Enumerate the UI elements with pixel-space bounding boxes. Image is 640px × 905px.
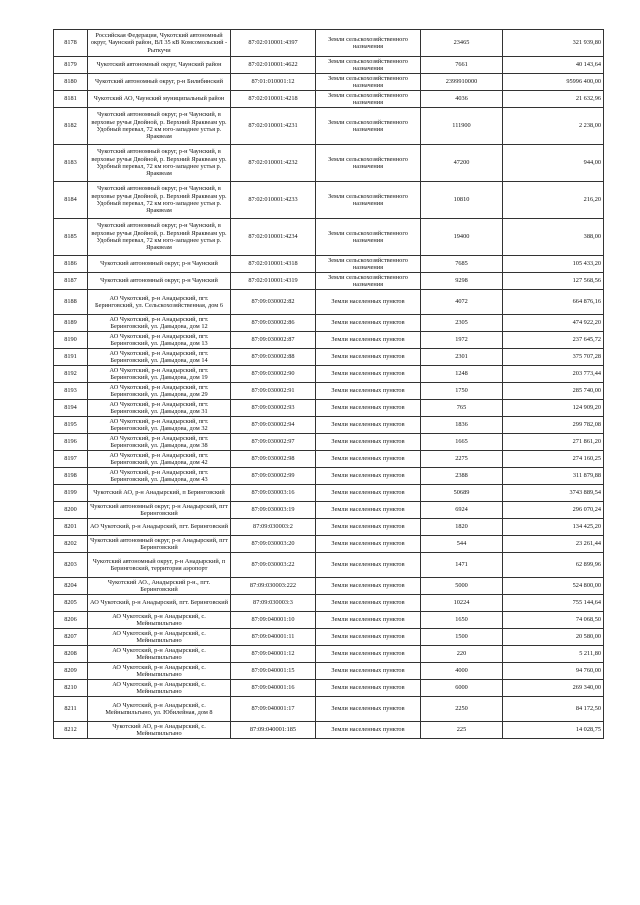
row-number: 8210 [54,680,88,697]
land-category-cell: Земли населенных пунктов [316,315,421,332]
address-cell: АО Чукотский, р-н Анадырский, пгт. Беринговский, ул. Давыдова, дом 12 [88,315,231,332]
row-number: 8181 [54,91,88,108]
row-number: 8185 [54,219,88,256]
cadastral-number-cell: 87:09:030002:93 [231,400,316,417]
address-cell: АО Чукотский, р-н Анадырский, пгт. Беринговский, ул. Давыдова, дом 38 [88,434,231,451]
cadastral-value-cell: 321 939,80 [503,30,604,57]
cadastral-number-cell: 87:02:010001:4233 [231,182,316,219]
cadastral-number-cell: 87:02:010001:4218 [231,91,316,108]
address-cell: Чукотский автономный округ, р-н Чаунский [88,256,231,273]
address-cell: Чукотский автономный округ, р-н Чаунский [88,273,231,290]
land-category-cell: Земли сельскохозяйственного назначения [316,256,421,273]
address-cell: АО Чукотский, р-н Анадырский, пгт. Беринговский [88,519,231,536]
land-category-cell: Земли населенных пунктов [316,400,421,417]
table-row [54,273,604,290]
cadastral-number-cell: 87:09:030003:16 [231,485,316,502]
land-category-cell: Земли населенных пунктов [316,366,421,383]
row-number: 8212 [54,722,88,739]
cadastral-value-cell: 74 068,50 [503,612,604,629]
land-category-cell: Земли населенных пунктов [316,290,421,315]
address-cell: АО Чукотский, р-н Анадырский, с. Мейныпильгыно [88,629,231,646]
cadastral-value-cell: 216,20 [503,182,604,219]
area-cell: 4000 [421,663,503,680]
table-row [54,417,604,434]
land-category-cell: Земли населенных пунктов [316,468,421,485]
address-cell: Чукотский автономный округ, Чаунский район [88,57,231,74]
area-cell: 47200 [421,145,503,182]
row-number: 8195 [54,417,88,434]
cadastral-value-cell: 944,00 [503,145,604,182]
area-cell: 6924 [421,502,503,519]
table-row [54,595,604,612]
cadastral-value-cell: 95996 400,00 [503,74,604,91]
area-cell: 9298 [421,273,503,290]
row-number: 8203 [54,553,88,578]
cadastral-number-cell: 87:01:010001:12 [231,74,316,91]
cadastral-value-cell: 524 800,00 [503,578,604,595]
row-number: 8200 [54,502,88,519]
cadastral-number-cell: 87:09:040001:17 [231,697,316,722]
table-row [54,434,604,451]
land-category-cell: Земли населенных пунктов [316,502,421,519]
area-cell: 2305 [421,315,503,332]
area-cell: 544 [421,536,503,553]
address-cell: АО Чукотский, р-н Анадырский, с. Мейныпильгыно [88,663,231,680]
cadastral-number-cell: 87:09:030002:88 [231,349,316,366]
table-row [54,290,604,315]
cadastral-value-cell: 755 144,64 [503,595,604,612]
address-cell: Чукотский АО, р-н Анадырский, п Беринговский [88,485,231,502]
area-cell: 1500 [421,629,503,646]
cadastral-value-cell: 296 070,24 [503,502,604,519]
area-cell: 1650 [421,612,503,629]
cadastral-number-cell: 87:09:030002:91 [231,383,316,400]
table-row [54,349,604,366]
table-row [54,646,604,663]
address-cell: Чукотский автономный округ, р-н Анадырский, пгт Беринговский [88,536,231,553]
row-number: 8202 [54,536,88,553]
table-row [54,451,604,468]
area-cell: 111900 [421,108,503,145]
cadastral-value-cell: 311 879,88 [503,468,604,485]
cadastral-number-cell: 87:09:040001:185 [231,722,316,739]
area-cell: 5000 [421,578,503,595]
address-cell: Российская Федерация, Чукотский автономный округ, Чаунский район, ВЛ 35 кВ Комсомольский - Рыткучи [88,30,231,57]
table-row [54,74,604,91]
table-row [54,256,604,273]
table-row [54,91,604,108]
address-cell: Чукотский автономный округ, р-н Чаунский, в верховье ручья Двойной, р. Верхний Яраквеам ур. Удобный перевал, 72 км юго-западнее устья р. Яраквеам [88,145,231,182]
address-cell: АО Чукотский, р-н Анадырский, пгт. Беринговский, ул. Давыдова, дом 19 [88,366,231,383]
cadastral-number-cell: 87:09:040001:15 [231,663,316,680]
table-row [54,536,604,553]
cadastral-value-cell: 664 876,16 [503,290,604,315]
cadastral-value-cell: 23 261,44 [503,536,604,553]
row-number: 8187 [54,273,88,290]
address-cell: АО Чукотский, р-н Анадырский, с. Мейныпильгыно [88,680,231,697]
area-cell: 2275 [421,451,503,468]
cadastral-value-cell: 237 645,72 [503,332,604,349]
row-number: 8190 [54,332,88,349]
land-category-cell: Земли сельскохозяйственного назначения [316,219,421,256]
cadastral-number-cell: 87:09:030002:90 [231,366,316,383]
area-cell: 10810 [421,182,503,219]
row-number: 8192 [54,366,88,383]
area-cell: 225 [421,722,503,739]
row-number: 8180 [54,74,88,91]
row-number: 8207 [54,629,88,646]
cadastral-number-cell: 87:09:030003:222 [231,578,316,595]
area-cell: 7661 [421,57,503,74]
address-cell: АО Чукотский, р-н Анадырский, с. Мейныпильгыно, ул. Юбилейная, дом 8 [88,697,231,722]
row-number: 8194 [54,400,88,417]
cadastral-number-cell: 87:09:030002:82 [231,290,316,315]
cadastral-value-cell: 40 143,64 [503,57,604,74]
cadastral-number-cell: 87:02:010001:4319 [231,273,316,290]
address-cell: АО Чукотский, р-н Анадырский, с. Мейныпильгыно [88,646,231,663]
cadastral-number-cell: 87:02:010001:4234 [231,219,316,256]
address-cell: АО Чукотский, р-н Анадырский, пгт. Беринговский, ул. Давыдова, дом 31 [88,400,231,417]
land-category-cell: Земли населенных пунктов [316,519,421,536]
land-category-cell: Земли населенных пунктов [316,485,421,502]
table-body [54,30,604,739]
cadastral-value-cell: 274 160,25 [503,451,604,468]
table-row [54,629,604,646]
land-category-cell: Земли населенных пунктов [316,722,421,739]
land-category-cell: Земли населенных пунктов [316,451,421,468]
row-number: 8184 [54,182,88,219]
address-cell: АО Чукотский, р-н Анадырский, пгт. Беринговский, ул. Давыдова, дом 43 [88,468,231,485]
area-cell: 2250 [421,697,503,722]
cadastral-number-cell: 87:09:030002:94 [231,417,316,434]
address-cell: Чукотский автономный округ, р-н Анадырский, пгт Беринговский [88,502,231,519]
address-cell: Чукотский автономный округ, р-н Чаунский, в верховье ручья Двойной, р. Верхний Яраквеам ур. Удобный перевал, 72 км юго-западнее устья р. Яраквеам [88,219,231,256]
land-category-cell: Земли населенных пунктов [316,578,421,595]
table-row [54,553,604,578]
address-cell: АО Чукотский, р-н Анадырский, пгт. Беринговский [88,595,231,612]
row-number: 8199 [54,485,88,502]
address-cell: Чукотский автономный округ, р-н Анадырский, п Беринговский, территория аэропорт [88,553,231,578]
area-cell: 1471 [421,553,503,578]
table-row [54,400,604,417]
row-number: 8193 [54,383,88,400]
land-category-cell: Земли сельскохозяйственного назначения [316,108,421,145]
land-category-cell: Земли населенных пунктов [316,332,421,349]
table-row [54,680,604,697]
address-cell: Чукотский АО., Анадырский р-н., пгт. Беринговский [88,578,231,595]
address-cell: Чукотский автономный округ, р-н Чаунский, в верховье ручья Двойной, р. Верхний Яраквеам ур. Удобный перевал, 72 км юго-западнее устья р. Яраквеам [88,182,231,219]
cadastral-value-cell: 5 211,80 [503,646,604,663]
cadastral-value-cell: 105 433,20 [503,256,604,273]
address-cell: АО Чукотский, р-н Анадырский, пгт. Беринговский, ул. Давыдова, дом 29 [88,383,231,400]
land-category-cell: Земли сельскохозяйственного назначения [316,145,421,182]
area-cell: 1750 [421,383,503,400]
table-row [54,485,604,502]
area-cell: 2301 [421,349,503,366]
cadastral-value-cell: 20 580,00 [503,629,604,646]
row-number: 8189 [54,315,88,332]
cadastral-value-cell: 271 861,20 [503,434,604,451]
table-row [54,108,604,145]
table-row [54,383,604,400]
cadastral-number-cell: 87:09:030003:3 [231,595,316,612]
address-cell: АО Чукотский, р-н Анадырский, с. Мейныпильгыно [88,612,231,629]
cadastral-value-cell: 388,00 [503,219,604,256]
address-cell: Чукотский АО, Чаунский муниципальный район [88,91,231,108]
area-cell: 4036 [421,91,503,108]
land-category-cell: Земли сельскохозяйственного назначения [316,30,421,57]
land-category-cell: Земли сельскохозяйственного назначения [316,57,421,74]
cadastral-value-cell: 474 922,20 [503,315,604,332]
cadastral-value-cell: 94 760,00 [503,663,604,680]
land-category-cell: Земли населенных пунктов [316,434,421,451]
table-row [54,315,604,332]
cadastral-number-cell: 87:09:030003:20 [231,536,316,553]
cadastral-number-cell: 87:09:030002:86 [231,315,316,332]
row-number: 8198 [54,468,88,485]
table-row [54,30,604,57]
land-category-cell: Земли населенных пунктов [316,417,421,434]
area-cell: 7685 [421,256,503,273]
cadastral-number-cell: 87:09:040001:12 [231,646,316,663]
address-cell: АО Чукотский, р-н Анадырский, пгт. Беринговский, ул. Давыдова, дом 13 [88,332,231,349]
row-number: 8179 [54,57,88,74]
row-number: 8191 [54,349,88,366]
land-plots-table [53,29,604,739]
land-category-cell: Земли сельскохозяйственного назначения [316,182,421,219]
land-category-cell: Земли населенных пунктов [316,680,421,697]
land-category-cell: Земли населенных пунктов [316,663,421,680]
table-row [54,722,604,739]
land-category-cell: Земли сельскохозяйственного назначения [316,74,421,91]
cadastral-number-cell: 87:02:010001:4231 [231,108,316,145]
land-category-cell: Земли населенных пунктов [316,383,421,400]
row-number: 8209 [54,663,88,680]
row-number: 8186 [54,256,88,273]
row-number: 8205 [54,595,88,612]
cadastral-number-cell: 87:09:030002:87 [231,332,316,349]
land-category-cell: Земли населенных пунктов [316,646,421,663]
land-category-cell: Земли населенных пунктов [316,595,421,612]
row-number: 8197 [54,451,88,468]
table-row [54,519,604,536]
table-row [54,612,604,629]
row-number: 8196 [54,434,88,451]
cadastral-number-cell: 87:09:030003:19 [231,502,316,519]
area-cell: 2399910000 [421,74,503,91]
area-cell: 1820 [421,519,503,536]
table-row [54,697,604,722]
land-category-cell: Земли населенных пунктов [316,697,421,722]
address-cell: Чукотский автономный округ, р-н Билибинский [88,74,231,91]
land-category-cell: Земли сельскохозяйственного назначения [316,91,421,108]
cadastral-value-cell: 375 707,28 [503,349,604,366]
cadastral-number-cell: 87:02:010001:4622 [231,57,316,74]
area-cell: 50689 [421,485,503,502]
cadastral-value-cell: 84 172,50 [503,697,604,722]
cadastral-number-cell: 87:02:010001:4232 [231,145,316,182]
cadastral-number-cell: 87:09:030002:98 [231,451,316,468]
table-row [54,366,604,383]
cadastral-number-cell: 87:09:030003:2 [231,519,316,536]
cadastral-number-cell: 87:09:030003:22 [231,553,316,578]
table-row [54,57,604,74]
address-cell: Чукотский автономный округ, р-н Чаунский, в верховье ручья Двойной, р. Верхний Яраквеам ур. Удобный перевал, 72 км юго-западнее устья р. Яраквеам [88,108,231,145]
table-row [54,219,604,256]
row-number: 8182 [54,108,88,145]
cadastral-number-cell: 87:09:030002:97 [231,434,316,451]
table-row [54,502,604,519]
cadastral-number-cell: 87:09:030002:99 [231,468,316,485]
area-cell: 220 [421,646,503,663]
cadastral-value-cell: 2 238,00 [503,108,604,145]
cadastral-value-cell: 14 028,75 [503,722,604,739]
land-category-cell: Земли сельскохозяйственного назначения [316,273,421,290]
area-cell: 19400 [421,219,503,256]
address-cell: АО Чукотский, р-н Анадырский, пгт. Беринговский, ул. Давыдова, дом 14 [88,349,231,366]
cadastral-value-cell: 3743 889,54 [503,485,604,502]
area-cell: 6000 [421,680,503,697]
cadastral-value-cell: 21 632,96 [503,91,604,108]
row-number: 8206 [54,612,88,629]
cadastral-number-cell: 87:09:040001:16 [231,680,316,697]
area-cell: 4072 [421,290,503,315]
land-category-cell: Земли населенных пунктов [316,629,421,646]
area-cell: 1248 [421,366,503,383]
cadastral-value-cell: 285 740,00 [503,383,604,400]
cadastral-value-cell: 124 909,20 [503,400,604,417]
table-row [54,578,604,595]
cadastral-value-cell: 269 340,00 [503,680,604,697]
row-number: 8208 [54,646,88,663]
row-number: 8211 [54,697,88,722]
table-row [54,468,604,485]
address-cell: АО Чукотский, р-н Анадырский, пгт. Беринговский, ул. Давыдова, дом 42 [88,451,231,468]
land-category-cell: Земли населенных пунктов [316,536,421,553]
row-number: 8183 [54,145,88,182]
area-cell: 1836 [421,417,503,434]
area-cell: 2388 [421,468,503,485]
address-cell: АО Чукотский, р-н Анадырский, пгт. Беринговский, ул. Давыдова, дом 32 [88,417,231,434]
land-category-cell: Земли населенных пунктов [316,612,421,629]
table-row [54,663,604,680]
address-cell: АО Чукотский, р-н Анадырский, пгт. Беринговский, ул. Сельскохозяйственная, дом 6 [88,290,231,315]
cadastral-number-cell: 87:09:040001:11 [231,629,316,646]
cadastral-value-cell: 299 782,08 [503,417,604,434]
row-number: 8188 [54,290,88,315]
cadastral-value-cell: 62 899,96 [503,553,604,578]
table-row [54,332,604,349]
area-cell: 1972 [421,332,503,349]
cadastral-value-cell: 134 425,20 [503,519,604,536]
row-number: 8204 [54,578,88,595]
table-row [54,145,604,182]
cadastral-value-cell: 203 773,44 [503,366,604,383]
row-number: 8178 [54,30,88,57]
area-cell: 1665 [421,434,503,451]
land-category-cell: Земли населенных пунктов [316,349,421,366]
area-cell: 23465 [421,30,503,57]
cadastral-number-cell: 87:02:010001:4318 [231,256,316,273]
cadastral-number-cell: 87:02:010001:4397 [231,30,316,57]
land-category-cell: Земли населенных пунктов [316,553,421,578]
address-cell: Чукотский АО, р-н Анадырский, с. Мейныпильгыно [88,722,231,739]
cadastral-value-cell: 127 568,56 [503,273,604,290]
table-row [54,182,604,219]
area-cell: 10224 [421,595,503,612]
area-cell: 765 [421,400,503,417]
row-number: 8201 [54,519,88,536]
cadastral-number-cell: 87:09:040001:10 [231,612,316,629]
